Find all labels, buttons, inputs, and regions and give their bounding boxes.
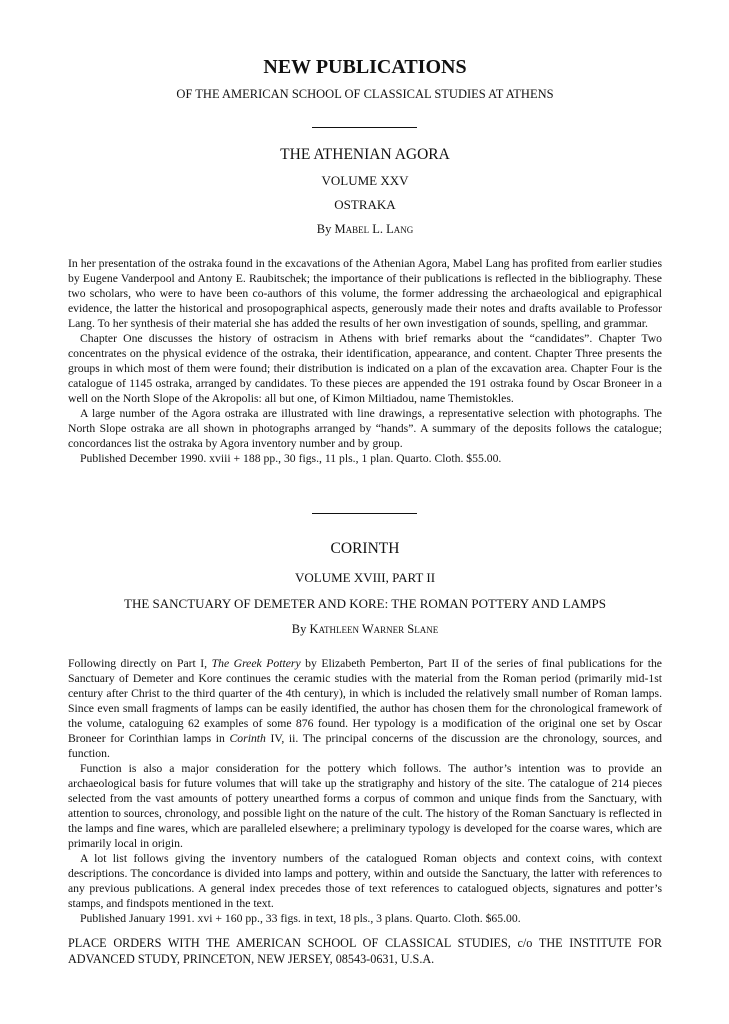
divider	[312, 127, 417, 128]
corinth-book-title: THE SANCTUARY OF DEMETER AND KORE: THE ROMAN POTTERY AND LAMPS	[124, 596, 606, 611]
agora-author: Mabel L. Lang	[334, 222, 414, 236]
book-title-italic: Corinth	[229, 732, 266, 745]
agora-series-heading: THE ATHENIAN AGORA	[280, 146, 450, 163]
corinth-paragraph	[68, 656, 662, 761]
corinth-by: By	[291, 622, 307, 636]
page-subtitle: OF THE AMERICAN SCHOOL OF CLASSICAL STUDIES AT ATHENS	[176, 87, 554, 101]
agora-paragraph: Chapter One discusses the history of ostracism in Athens with brief remarks about the “candidates”. Chapter Two concentrates on the physical evidence of the ostraka, their identification, appearance, and content. Chapter Three presents the groups in which most of them were found; their distribution is indicated on a plan of the excavation area. Chapter Four is the catalogue of 1145 ostraka, arranged by candidates. To these pieces are appended the 191 ostraka found by Oscar Broneer in a well on the North Slope of the Akropolis: all but one, of Kimon Miltiadou, name Themistokles.	[68, 332, 662, 405]
text-run: Following directly on Part I,	[68, 657, 212, 670]
agora-byline	[68, 222, 662, 237]
agora-paragraph: In her presentation of the ostraka found in the excavations of the Athenian Agora, Mabel Lang has profited from earlier studies by Eugene Vanderpool and Antony E. Raubitschek; the importance of their publications is reflected in the bibliography. These two scholars, who were to have been co-authors of this volume, the former addressing the archaeological and epigraphical evidence, the latter the historical and prosopographical aspects, generously made their notes and drafts available to Professor Lang. To her synthesis of their material she has added the results of her own investigation of sounds, spelling, and grammar.	[68, 257, 662, 330]
corinth-byline	[68, 622, 662, 637]
agora-paragraph: A large number of the Agora ostraka are illustrated with line drawings, a representative selection with photographs. The North Slope ostraka are all shown in photographs arranged by “hands”. A summary of the deposits follows the catalogue; concordances list the ostraka by Agora inventory number and by group.	[68, 407, 662, 450]
corinth-paragraph: A lot list follows giving the inventory numbers of the catalogued Roman objects and context coins, with context descriptions. The concordance is divided into lamps and pottery, within and outside the Sanctuary, the latter with references to any previous publications. A general index precedes those of text references to catalogued objects, signatures and potter’s stamps, and findspots mentioned in the text.	[68, 852, 662, 910]
text-run: by Elizabeth Pemberton, Part II of the series of final publications for the Sanctuary of Demeter and Kore continues the ceramic studies with the material from the Roman period (primarily mid-1st century after Christ to the third quarter of the 4th century), in which is included the relatively small number of Roman lamps. Since even small fragments of lamps can be easily identified, the author has chosen them for the chronological framework of the volume, cataloguing 62 examples of some 876 found. Her typology is a modification of the original one set by Oscar Broneer for Corinthian lamps in	[68, 657, 662, 745]
corinth-series-heading: CORINTH	[330, 540, 400, 557]
corinth-publication-info: Published January 1991. xvi + 160 pp., 33 figs. in text, 18 pls., 3 plans. Quarto. Cloth. $65.00.	[80, 912, 521, 925]
order-information: PLACE ORDERS WITH THE AMERICAN SCHOOL OF CLASSICAL STUDIES, c/o THE INSTITUTE FOR ADVANCED STUDY, PRINCETON, NEW JERSEY, 08543-0631, U.S.A.	[68, 936, 662, 966]
text-run: IV, ii. The principal concerns of the discussion are the chronology, sources, and function.	[68, 732, 662, 760]
agora-book-title: OSTRAKA	[334, 197, 396, 212]
corinth-author: Kathleen Warner Slane	[309, 622, 439, 636]
corinth-description	[68, 656, 662, 926]
agora-publication-info: Published December 1990. xviii + 188 pp., 30 figs., 11 pls., 1 plan. Quarto. Cloth. $55.00.	[80, 452, 502, 465]
agora-description	[68, 256, 662, 466]
divider	[312, 513, 417, 514]
agora-by: By	[316, 222, 332, 236]
page-title: NEW PUBLICATIONS	[263, 56, 467, 78]
corinth-volume: VOLUME XVIII, PART II	[294, 570, 436, 585]
agora-volume: VOLUME XXV	[321, 173, 409, 188]
corinth-paragraph: Function is also a major consideration for the pottery which follows. The author’s intention was to provide an archaeological basis for future volumes that will take up the stratigraphy and history of the site. The catalogue of 214 pieces selected from the vast amounts of pottery unearthed forms a corpus of common and unique finds from the Sanctuary, with attention to sources, chronology, and possible light on the nature of the cult. The history of the Roman Sanctuary is reflected in the lamps and fine wares, which are paralleled elsewhere; a preliminary typology is developed for the coarse wares, which are primarily local in origin.	[68, 762, 662, 850]
book-title-italic: The Greek Pottery	[211, 657, 301, 670]
